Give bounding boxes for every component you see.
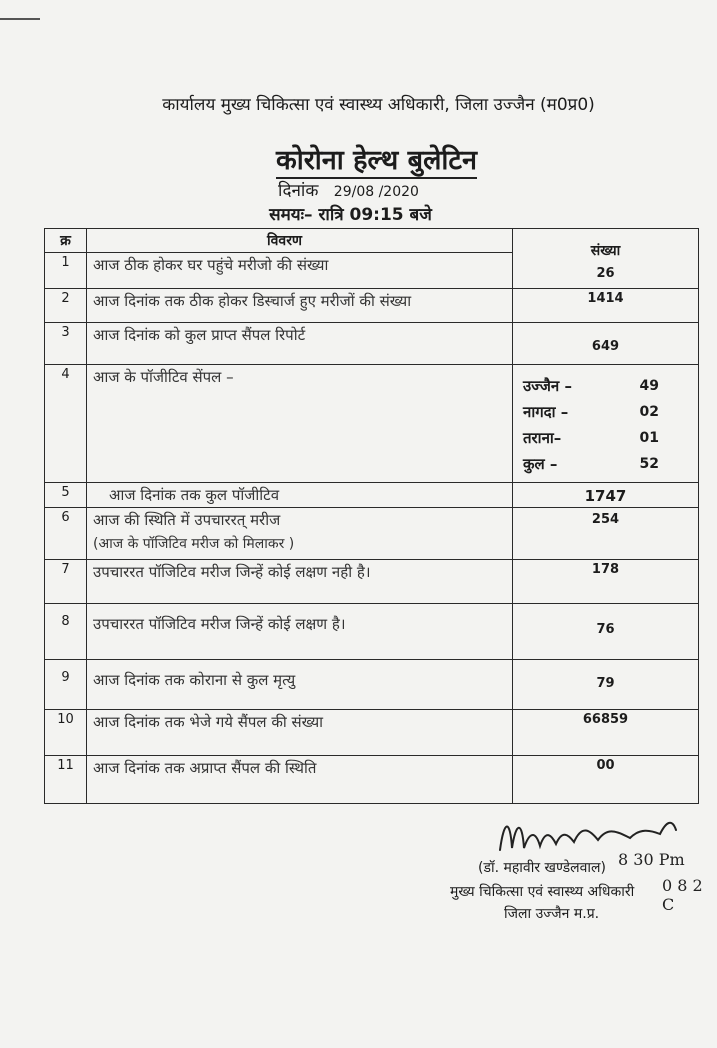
row-2-value: 1414 — [513, 289, 699, 323]
breakdown-ujjain: उज्जैन – 49 — [523, 377, 659, 395]
col-header-val: संख्या 26 — [513, 229, 699, 289]
row-5-value: 1747 — [513, 483, 699, 508]
handwritten-time-note: 8 30 Pm — [618, 850, 685, 869]
row-6-sn: 6 — [45, 508, 87, 560]
table-row — [45, 560, 699, 604]
table-row — [45, 323, 699, 365]
date-value: 29/08 /2020 — [333, 184, 419, 200]
row-3-value: 649 — [513, 323, 699, 365]
office-name: कार्यालय मुख्य चिकित्सा एवं स्वास्थ्य अधिकारी, जिला उज्जैन (म0प्र0) — [162, 95, 595, 115]
row-11-value: 00 — [513, 756, 699, 804]
col-header-sn: क्र — [45, 229, 87, 253]
table-row — [45, 756, 699, 804]
row-2-sn: 2 — [45, 289, 87, 323]
row-11-sn: 11 — [45, 756, 87, 804]
row-10-desc: आज दिनांक तक भेजे गये सैंपल की संख्या — [87, 710, 513, 756]
row-11-desc: आज दिनांक तक अप्राप्त सैंपल की स्थिति — [87, 756, 513, 804]
row-4-desc: आज के पॉजीटिव सेंपल – — [87, 365, 513, 483]
table-row — [45, 289, 699, 323]
row-1-sn: 1 — [45, 253, 87, 289]
row-8-desc: उपचाररत पॉजिटिव मरीज जिन्हें कोई लक्षण है। — [87, 604, 513, 660]
breakdown-total: कुल – 52 — [523, 455, 659, 473]
breakdown-tarana: तराना– 01 — [523, 429, 659, 447]
row-7-sn: 7 — [45, 560, 87, 604]
table-row — [45, 365, 699, 483]
row-5-sn: 5 — [45, 483, 87, 508]
table-row — [45, 483, 699, 508]
table-row — [45, 660, 699, 710]
col-header-desc: विवरण — [87, 229, 513, 253]
row-7-value: 178 — [513, 560, 699, 604]
row-4-sn: 4 — [45, 365, 87, 483]
table-row — [45, 508, 699, 560]
row-9-value: 79 — [513, 660, 699, 710]
row-1-desc: आज ठीक होकर घर पहुंचे मरीजो की संख्या — [87, 253, 513, 289]
row-10-sn: 10 — [45, 710, 87, 756]
signatory-place: जिला उज्जैन म.प्र. — [504, 906, 600, 922]
scan-edge-line — [0, 18, 40, 20]
row-10-value: 66859 — [513, 710, 699, 756]
handwritten-number-note: 0 8 2 C — [662, 876, 703, 914]
breakdown-nagda: नागदा – 02 — [523, 403, 659, 421]
row-3-sn: 3 — [45, 323, 87, 365]
bulletin-title: कोरोना हेल्थ बुलेटिन — [18, 140, 717, 177]
row-5-desc: आज दिनांक तक कुल पॉजीटिव — [87, 483, 513, 508]
date-label: दिनांक — [278, 181, 319, 201]
row-6-desc: आज की स्थिति में उपचाररत् मरीज (आज के पॉजिटिव मरीज को मिलाकर ) — [87, 508, 513, 560]
row-3-desc: आज दिनांक को कुल प्राप्त सैंपल रिपोर्ट — [87, 323, 513, 365]
row-1-value: 26 — [596, 266, 615, 281]
time-line: समयः– रात्रि 09:15 बजे — [269, 205, 432, 225]
signatory-title: मुख्य चिकित्सा एवं स्वास्थ्य अधिकारी — [450, 884, 635, 900]
date-line — [0, 178, 707, 201]
row-8-sn: 8 — [45, 604, 87, 660]
row-2-desc: आज दिनांक तक ठीक होकर डिस्चार्ज हुए मरीजों की संख्या — [87, 289, 513, 323]
row-6-value: 254 — [513, 508, 699, 560]
row-9-desc: आज दिनांक तक कोराना से कुल मृत्यु — [87, 660, 513, 710]
row-8-value: 76 — [513, 604, 699, 660]
row-9-sn: 9 — [45, 660, 87, 710]
table-row — [45, 710, 699, 756]
bulletin-table — [44, 228, 699, 804]
table-row — [45, 604, 699, 660]
row-4-breakdown — [513, 365, 699, 483]
table-header-row — [45, 229, 699, 253]
row-6-note: (आज के पॉजिटिव मरीज को मिलाकर ) — [93, 536, 295, 552]
signatory-name: (डॉ. महावीर खण्डेलवाल) — [478, 860, 606, 876]
row-7-desc: उपचाररत पॉजिटिव मरीज जिन्हें कोई लक्षण नही है। — [87, 560, 513, 604]
